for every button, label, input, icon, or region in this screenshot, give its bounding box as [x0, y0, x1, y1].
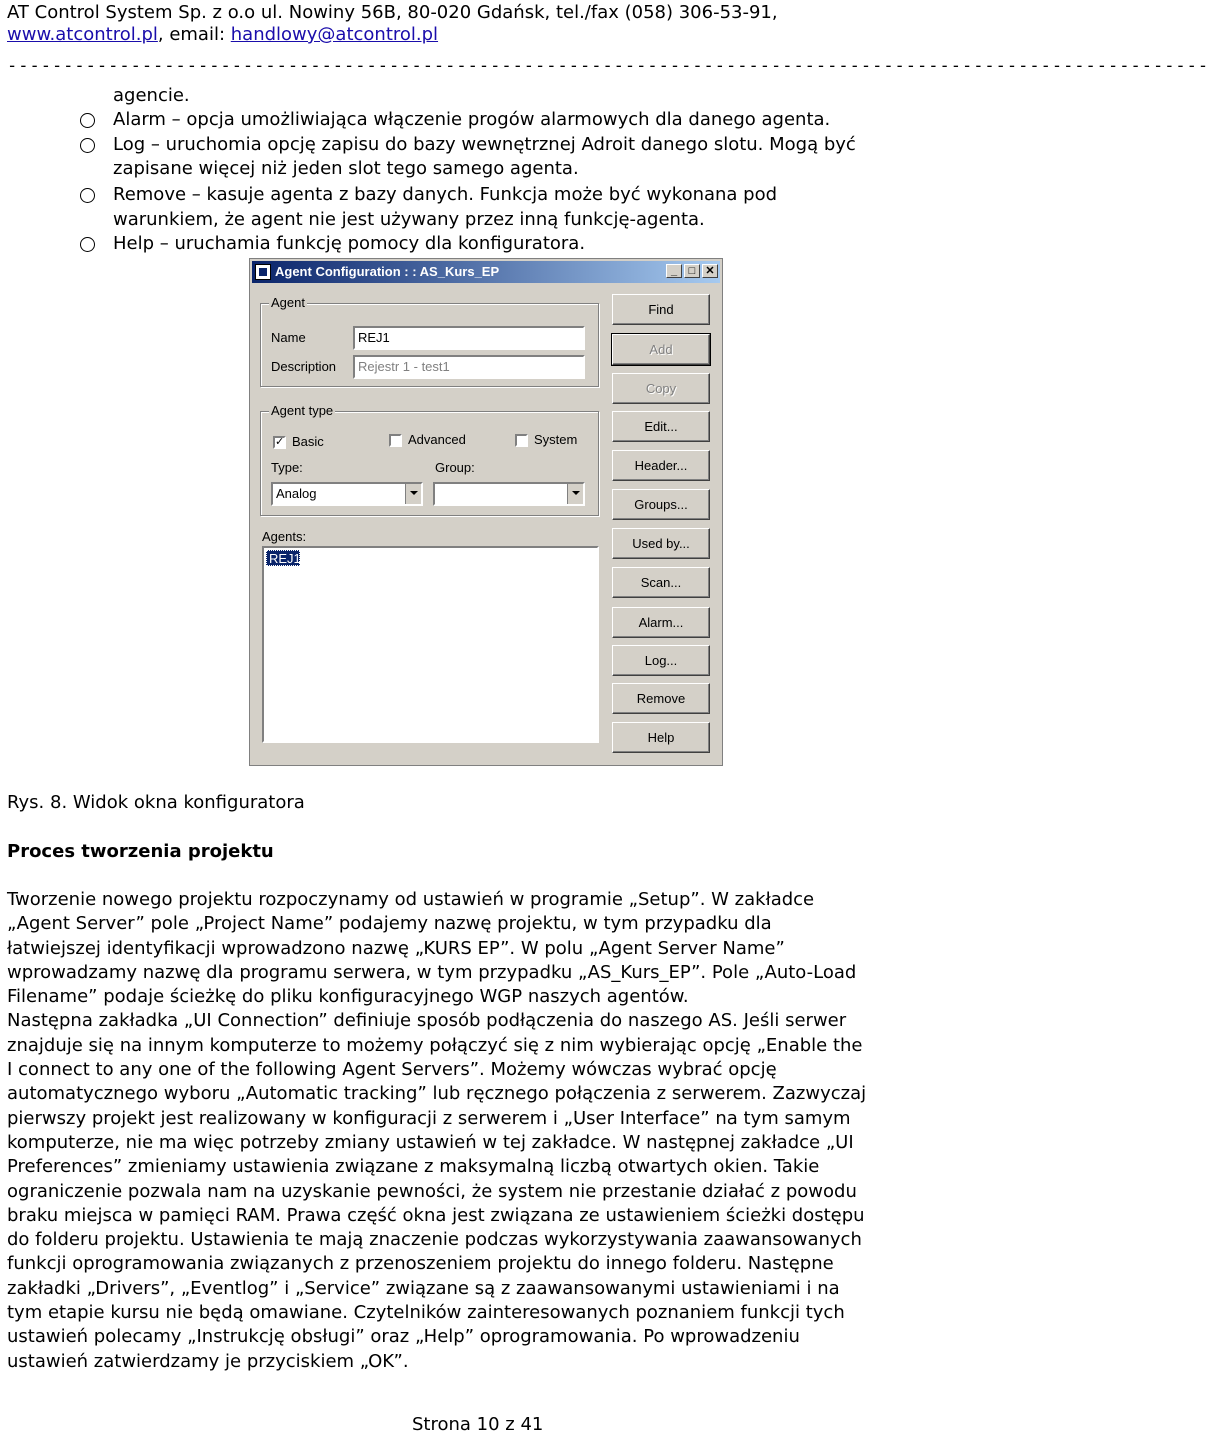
alarm-button[interactable]: Alarm...: [612, 607, 710, 638]
type-dropdown[interactable]: [271, 482, 423, 506]
group-dropdown[interactable]: [433, 482, 585, 506]
bullet-alarm: Alarm – opcja umożliwiająca włączenie progów alarmowych dla danego agenta.: [113, 109, 831, 130]
body-line: Następna zakładka „UI Connection” definiuje sposób podłączenia do naszego AS. Jeśli serwer: [7, 1010, 847, 1032]
type-value: Analog: [276, 486, 317, 501]
description-label: Description: [271, 359, 337, 374]
body-line: „Agent Server” pole „Project Name” podajemy nazwę projektu, w tym przypadku dla: [7, 913, 772, 935]
agent-configuration-window: [249, 258, 723, 766]
body-line: Tworzenie nowego projektu rozpoczynamy od ustawień w programie „Setup”. W zakładce: [7, 889, 815, 910]
bullet-circle-icon: [80, 188, 95, 203]
name-field[interactable]: REJ1: [353, 326, 585, 350]
contact-line: [7, 24, 438, 46]
description-field[interactable]: Rejestr 1 - test1: [353, 355, 585, 379]
body-line: Preferences” zmieniamy ustawienia związane z maksymalną liczbą otwartych okien. Takie: [7, 1156, 820, 1178]
body-line: wprowadzamy nazwę dla programu serwera, w tym przypadku „AS_Kurs_EP”. Pole „Auto-Load: [7, 961, 857, 983]
body-line: zakładki „Drivers”, „Eventlog” i „Service” związane są z zaawansowanymi ustawieniami i na: [7, 1277, 840, 1299]
company-header: AT Control System Sp. z o.o ul. Nowiny 56B, 80-020 Gdańsk, tel./fax (058) 306-53-91,: [7, 2, 778, 23]
groups-button[interactable]: Groups...: [612, 489, 710, 520]
advanced-checkbox[interactable]: [389, 434, 402, 447]
remove-button[interactable]: Remove: [612, 683, 710, 714]
agents-label: Agents:: [262, 529, 307, 544]
figure-caption: Rys. 8. Widok okna konfiguratora: [7, 792, 305, 813]
used-by-button[interactable]: Used by...: [612, 528, 710, 559]
bullet-log: Log – uruchomia opcję zapisu do bazy wewnętrznej Adroit danego slotu. Mogą być: [113, 134, 856, 155]
close-icon[interactable]: ✕: [702, 264, 718, 278]
basic-checkbox[interactable]: ✓: [275, 436, 285, 448]
body-line: automatycznego wyboru „Automatic tracking” lub ręcznego połączenia z serwerem. Zazwyczaj: [7, 1083, 867, 1105]
section-title: Proces tworzenia projektu: [7, 841, 274, 862]
agents-listbox[interactable]: [262, 546, 599, 743]
window-title: Agent Configuration : : AS_Kurs_EP: [275, 264, 500, 279]
body-line: ograniczenie pozwala nam na uzyskanie pewności, że system nie przestanie działać z powodu: [7, 1180, 857, 1202]
email-prefix: , email:: [157, 24, 231, 45]
list-item[interactable]: REJ1: [266, 550, 300, 566]
advanced-label: Advanced: [408, 432, 466, 447]
maximize-icon[interactable]: □: [684, 264, 700, 278]
body-line: komputerze, nie ma więc potrzeby zmiany ustawień w tej zakładce. W następnej zakładce „UI: [7, 1131, 854, 1153]
minimize-icon[interactable]: _: [666, 264, 682, 278]
system-label: System: [534, 432, 578, 447]
agent-group: [260, 295, 599, 387]
find-button[interactable]: Find: [612, 294, 710, 325]
help-button[interactable]: Help: [612, 722, 710, 753]
header-separator: -----------------------------------------------------------------------------------------------------------: [7, 56, 1209, 76]
agent-type-group-label: Agent type: [271, 403, 334, 418]
body-line: znajduje się na innym komputerze to możemy połączyć się z nim wybierając opcję „Enable the: [7, 1034, 863, 1056]
edit-button[interactable]: Edit...: [612, 411, 710, 442]
body-text: [7, 888, 959, 1374]
page-number: Strona 10 z 41: [412, 1414, 544, 1435]
window-titlebar[interactable]: [252, 261, 720, 283]
body-line: I connect to any one of the following Agent Servers”. Możemy wówczas wybrać opcję: [7, 1059, 777, 1081]
scan-button[interactable]: Scan...: [612, 567, 710, 598]
bullet-circle-icon: [80, 138, 95, 153]
body-line: ustawień zatwierdzamy je przyciskiem „OK”.: [7, 1350, 409, 1372]
app-icon: [255, 264, 271, 280]
body-line: funkcji oprogramowania związanych z przenoszeniem projektu do innego folderu. Następne: [7, 1253, 834, 1275]
bullet-help: Help – uruchamia funkcję pomocy dla konfiguratora.: [113, 233, 586, 254]
type-label: Type:: [271, 460, 303, 475]
bullet-log-cont: zapisane więcej niż jeden slot tego samego agenta.: [113, 158, 579, 179]
body-line: do folderu projektu. Ustawienia te mają znaczenie podczas wykorzystywania zaawansowanych: [7, 1229, 862, 1251]
name-label: Name: [271, 330, 306, 345]
body-line: ustawień polecamy „Instrukcję obsługi” oraz „Help” oprogramowania. Po wprowadzeniu: [7, 1326, 800, 1348]
body-line: braku miejsca w pamięci RAM. Prawa część okna jest związana ze ustawieniem ścieżki dostępu: [7, 1204, 865, 1226]
bullet-continuation: agencie.: [113, 85, 190, 106]
body-line: łatwiejszej identyfikacji wprowadzono nazwę „KURS EP”. W polu „Agent Server Name”: [7, 937, 785, 959]
header-button[interactable]: Header...: [612, 450, 710, 481]
bullet-circle-icon: [80, 237, 95, 252]
chevron-down-icon[interactable]: [405, 484, 421, 504]
body-line: tym etapie kursu nie będą omawiane. Czytelników zainteresowanych poznaniem funkcji tych: [7, 1302, 845, 1324]
body-line: pierwszy projekt jest realizowany w konfiguracji z serwerem i „User Interface” na tym samym: [7, 1107, 851, 1129]
log-button[interactable]: Log...: [612, 645, 710, 676]
system-checkbox[interactable]: [515, 434, 528, 447]
bullet-remove: Remove – kasuje agenta z bazy danych. Funkcja może być wykonana pod: [113, 184, 778, 205]
basic-label: Basic: [292, 434, 324, 449]
website-link[interactable]: www.atcontrol.pl: [7, 24, 158, 45]
email-link[interactable]: handlowy@atcontrol.pl: [230, 24, 439, 45]
body-line: Filename” podaje ścieżkę do pliku konfiguracyjnego WGP naszych agentów.: [7, 986, 689, 1008]
agent-type-group: [260, 403, 599, 516]
bullet-circle-icon: [80, 113, 95, 128]
chevron-down-icon[interactable]: [567, 484, 583, 504]
agent-group-label: Agent: [271, 295, 305, 310]
bullet-remove-cont: warunkiem, że agent nie jest używany przez inną funkcję-agenta.: [113, 209, 705, 230]
add-button[interactable]: Add: [612, 334, 710, 365]
group-label: Group:: [435, 460, 475, 475]
copy-button[interactable]: Copy: [612, 373, 710, 404]
